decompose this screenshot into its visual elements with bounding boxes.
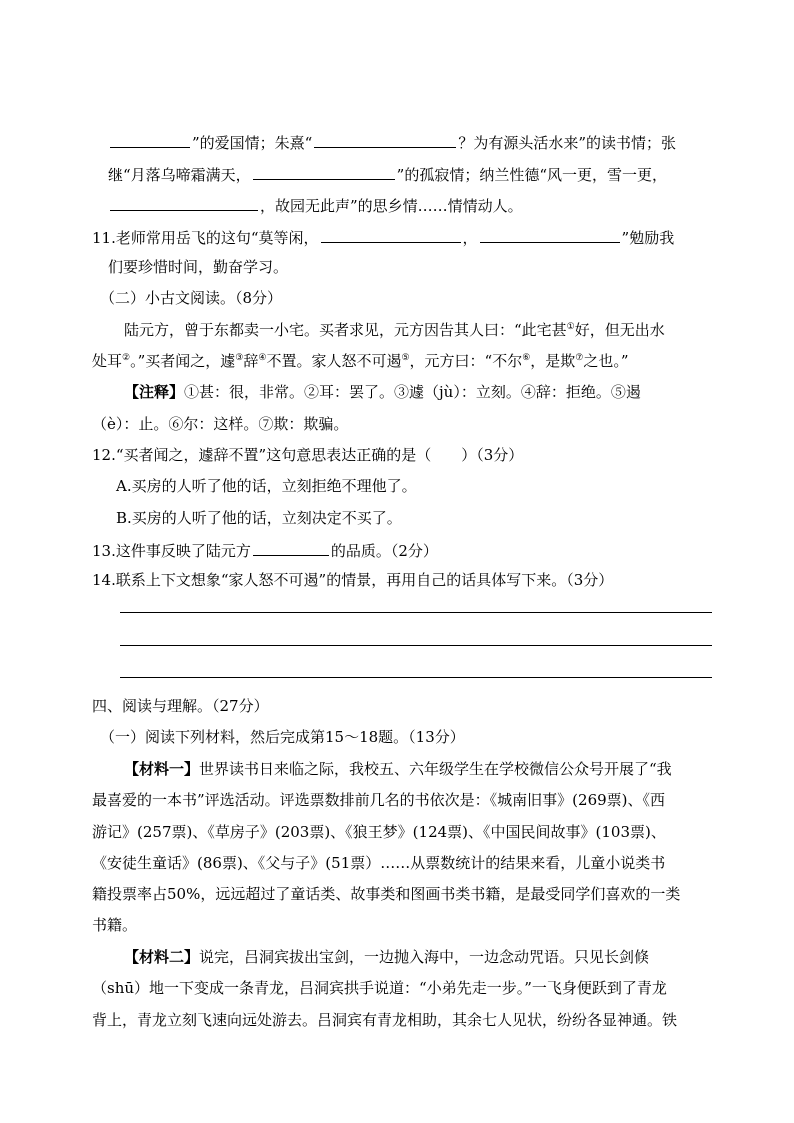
material-1-line-6: 书籍。 <box>92 916 138 934</box>
section-4-title: 四、阅读与理解。（27分） <box>92 697 269 715</box>
material-1-line-4: 《安徒生童话》(86票)、《父与子》(51票）……从票数统计的结果来看，儿童小说类书 <box>92 854 666 872</box>
material-2-line-3: 背上，青龙立刻飞速向远处游去。吕洞宾有青龙相助，其余七人见状，纷纷各显神通。铁 <box>92 1011 678 1029</box>
q10-line-2: 继“月落乌啼霜满天， ”的孤寂情；纳兰性德“风一更，雪一更， <box>108 163 667 185</box>
q10-line-1: ”的爱国情；朱熹“ ？为有源头活水来”的读书情；张 <box>108 131 676 153</box>
material-2-line-1: 【材料二】说完，吕洞宾拔出宝剑，一边抛入海中，一边念动咒语。只见长剑倏 <box>124 948 650 966</box>
answer-blank[interactable] <box>321 226 461 243</box>
answer-blank[interactable] <box>253 539 329 556</box>
classical-text-line-2: 处耳②。”买者闻之，遽③辞④不置。家人怒不可遏⑤，元方曰：“不尔⑥，是欺⑦之也。” <box>92 352 629 370</box>
answer-line[interactable] <box>120 612 712 613</box>
answer-blank[interactable] <box>480 226 620 243</box>
material-2-line-2: （shū）地一下变成一条青龙，吕洞宾拱手说道：“小弟先走一步。”一飞身便跃到了青龙 <box>92 979 667 997</box>
answer-blank[interactable] <box>110 194 258 211</box>
answer-blank[interactable] <box>253 163 395 180</box>
material-1-line-1: 【材料一】世界读书日来临之际，我校五、六年级学生在学校微信公众号开展了“我 <box>124 760 672 778</box>
answer-blank[interactable] <box>314 131 456 148</box>
section-4-subtitle: （一）阅读下列材料，然后完成第15～18题。（13分） <box>100 728 465 746</box>
question-13: 13.这件事反映了陆元方 的品质。（2分） <box>92 539 438 561</box>
option-b[interactable]: B.买房的人听了他的话，立刻决定不买了。 <box>116 509 402 527</box>
question-11-line-2: 们要珍惜时间，勤奋学习。 <box>108 258 289 276</box>
section-title: （二）小古文阅读。（8分） <box>100 289 283 307</box>
question-14: 14.联系上下文想象“家人怒不可遏”的情景，再用自己的话具体写下来。（3分） <box>92 571 614 589</box>
material-1-line-5: 籍投票率占50%，远远超过了童话类、故事类和图画书类书籍，是最受同学们喜欢的一类 <box>92 885 681 903</box>
material-1-line-2: 最喜爱的一本书”评选活动。评选票数排前几名的书依次是：《城南旧事》(269票)、《西 <box>92 791 666 809</box>
material-1-line-3: 游记》(257票)、《草房子》(203票)、《狼王梦》(124票)、《中国民间故事》(103票)、 <box>92 823 666 841</box>
answer-line[interactable] <box>120 645 712 646</box>
option-a[interactable]: A.买房的人听了他的话，立刻拒绝不理他了。 <box>116 477 417 495</box>
classical-text-line-1: 陆元方，曾于东都卖一小宅。买者求见，元方因告其人曰：“此宅甚①好，但无出水 <box>124 321 665 339</box>
answer-blank[interactable] <box>110 131 190 148</box>
annotation-line-1: 【注释】①甚：很，非常。②耳：罢了。③遽（jù）：立刻。④辞：拒绝。⑤遏 <box>124 383 641 401</box>
answer-line[interactable] <box>120 677 712 678</box>
question-11: 11.老师常用岳飞的这句“莫等闲， ， ”勉励我 <box>92 226 674 248</box>
q10-line-3: ，故园无此声”的思乡情……情情动人。 <box>108 194 523 216</box>
annotation-line-2: （è）：止。⑥尔：这样。⑦欺：欺骗。 <box>92 415 349 433</box>
question-12: 12.“买者闻之，遽辞不置”这句意思表达正确的是（ ）（3分） <box>92 446 524 464</box>
